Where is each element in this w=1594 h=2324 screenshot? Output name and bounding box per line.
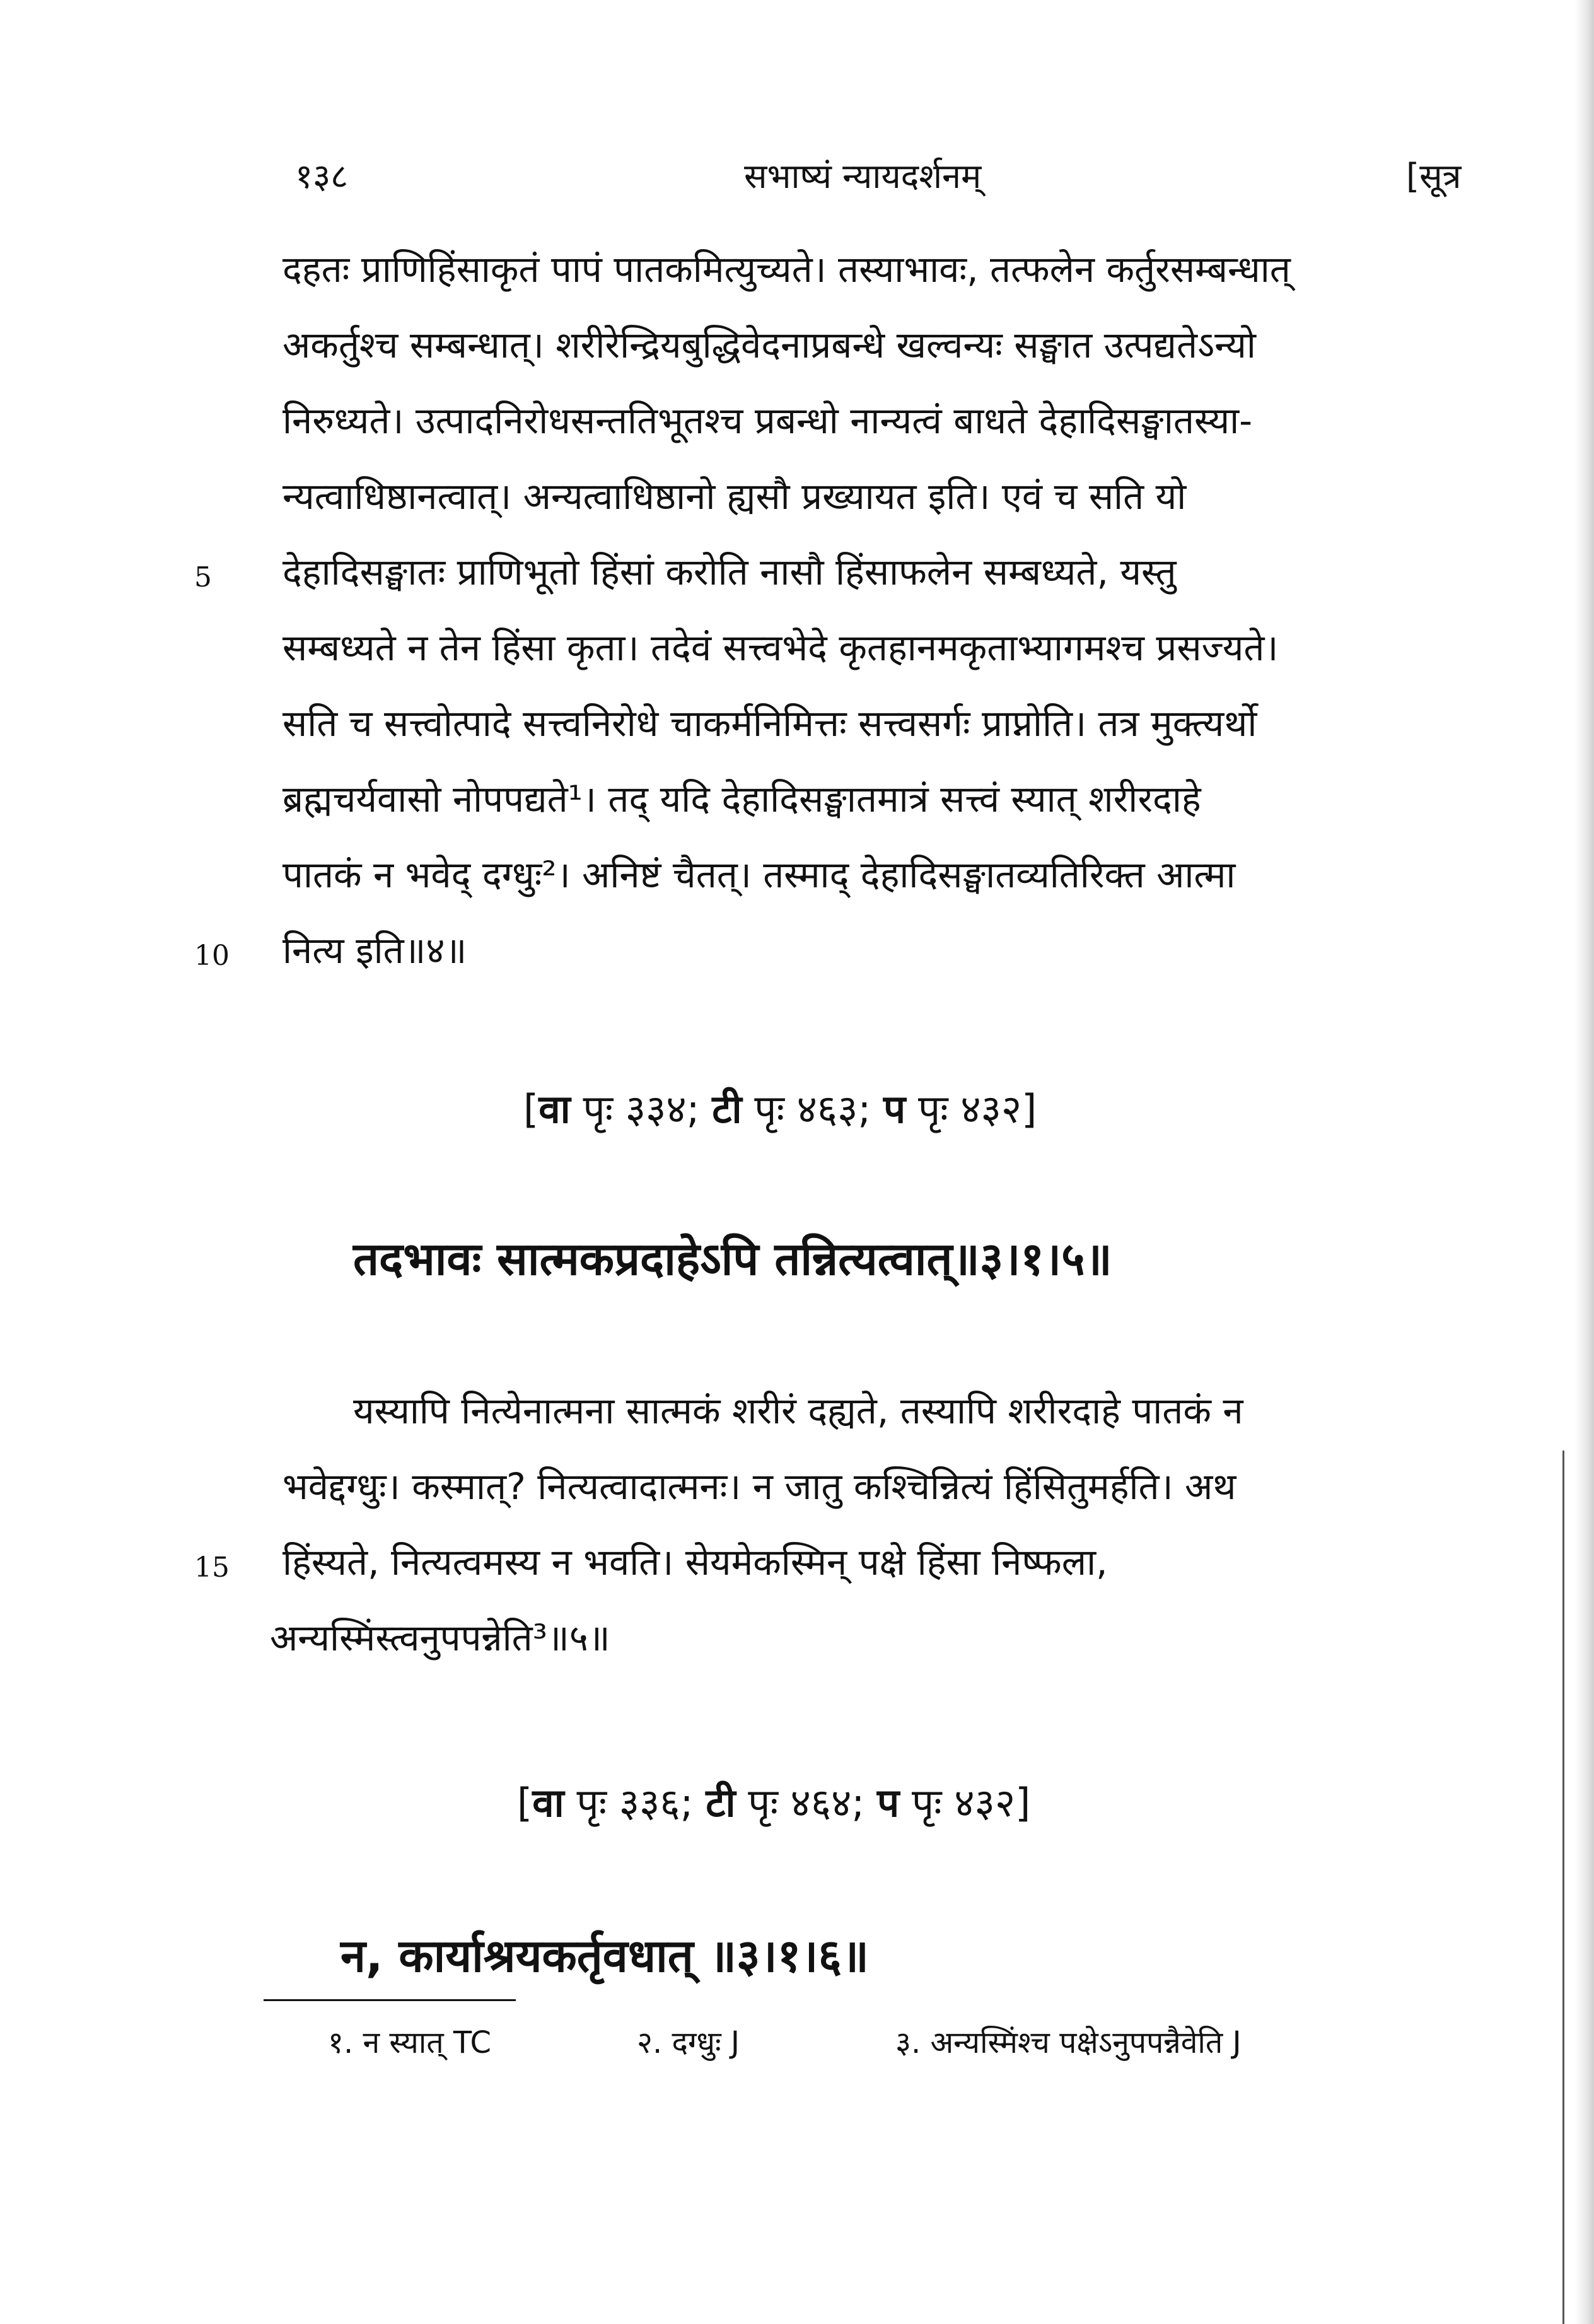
text-line: देहादिसङ्घातः प्राणिभूतो हिंसां करोति नासौ हिंसाफलेन सम्बध्यते, यस्तु <box>282 551 1177 593</box>
ref-va-page: पृः ३३६; <box>564 1780 706 1826</box>
section-label: [सूत्र <box>1406 156 1462 196</box>
text-line: हिंस्यते, नित्यत्वमस्य न भवति। सेयमेकस्मिन् पक्षे हिंसा निष्फला, <box>282 1541 1108 1584</box>
text-line: सम्बध्यते न तेन हिंसा कृता। तदेवं सत्त्वभेदे कृतहानमकृताभ्यागमश्च प्रसज्यते। <box>282 626 1279 669</box>
footnote-1: १. न स्यात् TC <box>328 2025 491 2060</box>
text-line: न्यत्वाधिष्ठानत्वात्। अन्यत्वाधिष्ठानो ह्यसौ प्रख्यायत इति। एवं च सति यो <box>282 475 1187 518</box>
ref-bracket: [ <box>517 1780 533 1826</box>
line-number-5: 5 <box>194 561 212 593</box>
footnote-rule <box>264 1999 516 2001</box>
text-line: निरुध्यते। उत्पादनिरोधसन्ततिभूतश्च प्रबन्धो नान्यत्वं बाधते देहादिसङ्घातस्या- <box>282 399 1253 442</box>
sutra-heading-6: न, कार्याश्रयकर्तृवधात् ॥३।१।६॥ <box>340 1929 870 1982</box>
text-line: नित्य इति॥४॥ <box>282 929 467 972</box>
text-line: अकर्तुश्च सम्बन्धात्। शरीरेन्द्रियबुद्धिवेदनाप्रबन्धे खल्वन्यः सङ्घात उत्पद्यतेऽन्यो <box>282 324 1256 366</box>
sutra-heading-5: तदभावः सात्मकप्रदाहेऽपि तन्नित्यत्वात्॥३।१।५॥ <box>353 1232 1112 1285</box>
footnote-2: २. दग्धुः J <box>637 2025 740 2060</box>
text-line: पातकं न भवेद् दग्धुः²। अनिष्टं चैतत्। तस्माद् देहादिसङ्घातव्यतिरिक्त आत्मा <box>282 853 1236 896</box>
ref-va-page: पृः ३३४; <box>570 1086 713 1132</box>
ref-ti-page: पृः ४६३; <box>742 1086 884 1132</box>
ref-ti-page: पृः ४६४; <box>735 1780 878 1826</box>
page-number: १३८ <box>295 156 349 196</box>
text-line: भवेद्दग्धुः। कस्मात्? नित्यत्वादात्मनः। न जातु कश्चिन्नित्यं हिंसितुमर्हति। अथ <box>282 1465 1236 1508</box>
reference-line-2 <box>517 1775 1030 1828</box>
ref-pa: प <box>883 1086 906 1132</box>
ref-pa-page: पृः ४३२] <box>905 1086 1037 1132</box>
text-line: यस्यापि नित्येनात्मना सात्मकं शरीरं दह्यते, तस्यापि शरीरदाहे पातकं न <box>353 1389 1243 1432</box>
text-line: अन्यस्मिंस्त्वनुपपन्नेति³॥५॥ <box>270 1616 610 1659</box>
ref-va: वा <box>538 1086 571 1132</box>
ref-pa-page: पृः ४३२] <box>899 1780 1031 1826</box>
ref-ti: टी <box>712 1086 742 1132</box>
text-line: ब्रह्मचर्यवासो नोपपद्यते¹। तद् यदि देहादिसङ्घातमात्रं सत्त्वं स्यात् शरीरदाहे <box>282 778 1201 820</box>
line-number-15: 15 <box>194 1551 230 1584</box>
ref-pa: प <box>877 1780 900 1826</box>
line-number-10: 10 <box>194 940 230 972</box>
reference-line-1 <box>523 1082 1037 1135</box>
binding-line <box>1562 1451 1564 2324</box>
page-edge <box>1575 0 1594 2324</box>
running-title: सभाष्यं न्यायदर्शनम् <box>744 156 982 196</box>
footnote-3: ३. अन्यस्मिंश्च पक्षेऽनुपपन्नैवेति J <box>895 2025 1242 2060</box>
ref-bracket: [ <box>523 1086 539 1132</box>
text-line: दहतः प्राणिहिंसाकृतं पापं पातकमित्युच्यते। तस्याभावः, तत्फलेन कर्तुरसम्बन्धात् <box>282 248 1291 291</box>
text-line: सति च सत्त्वोत्पादे सत्त्वनिरोधे चाकर्मनिमित्तः सत्त्वसर्गः प्राप्नोति। तत्र मुक्त्यर्थो <box>282 702 1257 745</box>
ref-ti: टी <box>706 1780 736 1826</box>
ref-va: वा <box>532 1780 564 1826</box>
